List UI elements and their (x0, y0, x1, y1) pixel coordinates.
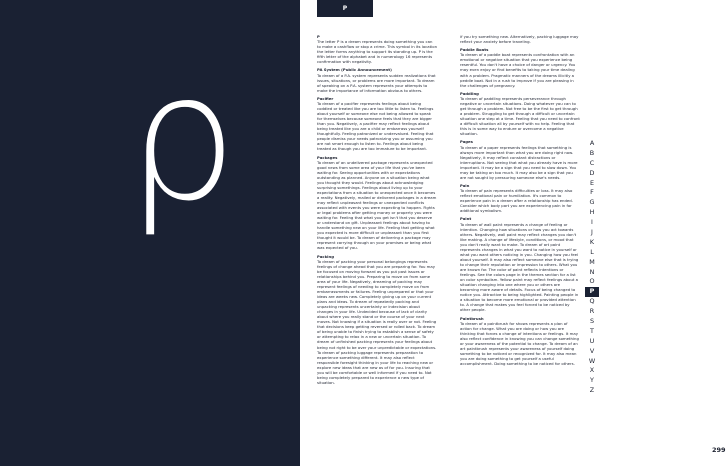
dictionary-entry (460, 91, 580, 136)
entry-title: Paint (460, 216, 472, 222)
alphabet-letter-p[interactable]: P (585, 287, 599, 297)
big-letter-glyph (112, 37, 252, 260)
dictionary-entry (460, 139, 580, 179)
dictionary-entry (317, 96, 437, 152)
alphabet-letter-v[interactable]: V (589, 346, 595, 355)
entry-body: To dream of paddling represents perseverance through negative or uncertain situations. Doing whatever you can to get through a problem. Not free to be the first to get through a problem. Struggling to get through a difficult or uncertain situation one step at a time. Feeling that you need to confront a difficult situation all by yourself with no help. Feeling that this is in some way to endure or overcome a negative situation. (460, 95, 580, 137)
alphabet-letter-s[interactable]: S (589, 317, 595, 326)
big-letter-text: ρ (126, 37, 238, 240)
entry-body: To dream of a pacifier represents feelings about being coddled or treated like you are too little to listen to. Feelings about yourself or someone else not being allowed to speak for themselves because someone feels that they are bigger than you. Negatively, a pacifier may reflect feelings about being treated like you are a child or embarrass yourself thoughtfully. Feeling patronized or undervalued. Feeling that people dismiss your needs patronizing you or assuming you are not smart enough to listen to. Feelings about being treated as though you are too immature to be important. (317, 100, 434, 152)
dictionary-entry (460, 34, 580, 44)
entry-body: To dream of packing your personal belongings represents feelings of change ahead that you are preparing for. You may be focused on moving forward as you put past issues or relationships behind you. Preparing to move on from some area of your life. Negatively, dreaming of packing may represent feelings of needing to completely move on from embarrassments or failures. Feeling unprepared or that your ideas are weeks new. Completely giving up on your current plans and ideas. To dream of repeatedly packing and unpacking represents uncertainty or indecision about changes in your life. Undecided because of lack of clarity about where you really stand or the course of your next moves. Not knowing if a situation is really over or not. Feeling that decisions keep getting reversed or rolled back. To dream of being unable to finish trying to establish a sense of safety or attempting to relax in a new or uncertain situation. To dream of unfinished packing represents your feelings about being not right to be over your unpredictable or expectations. To dream of packing luggage represents preparation to experience something different. It may also reflect responsible foresight thinking in your life to reaching new or explore new ideas that are new as of for you. Insuring that you will be comfortable or well informed if you need to. Not being completely prepared to experience a new type of situation. (317, 258, 437, 385)
alphabet-letter-z[interactable]: Z (589, 386, 595, 395)
alphabet-letter-a[interactable]: A (589, 139, 595, 147)
entry-title: P (317, 34, 320, 39)
dictionary-entry (317, 254, 437, 385)
alphabet-letter-n[interactable]: N (589, 267, 595, 276)
left-dark-panel (0, 0, 300, 466)
entry-title: Pacifier (317, 95, 334, 101)
entry-title: PA System (Public Announcement) (317, 67, 392, 73)
alphabet-letter-t[interactable]: T (590, 326, 594, 335)
alphabet-letter-c[interactable]: C (589, 158, 595, 167)
entry-body: To dream of a paintbrush for shows represents a plan of action for change. What you are doing or how you are thinking that forces a change of intentions or feelings. It may also reflect confidence in knowing you can change something or your awareness of the potential to change. To dream of an art paintbrush represents your awareness of yourself doing something to be noticed or recognized for. It may also mean you are doing something to get yourself a useful accomplishment. Doing something to be noticed for others. (460, 320, 579, 366)
dictionary-entry (460, 183, 580, 213)
entry-body: The letter P is a dream represents doing something you can to make a cashflow or stop a crime. This symbol in its location the letter forms anything to support its standing up. P is the fifth letter of the alphabet and in numerology 16 represents confirmation with negativity. (317, 39, 438, 65)
alphabet-letter-g[interactable]: G (589, 198, 595, 207)
dictionary-entry (460, 216, 580, 312)
entries-column-1 (317, 34, 437, 388)
entry-title: Paintbrush (460, 315, 484, 321)
dictionary-entry (460, 316, 580, 366)
section-tab: P (317, 0, 373, 17)
entry-title: Packages (317, 154, 338, 160)
entry-body: To dream of pain represents difficulties or loss. It may also reflect emotional pain or humiliation. It's common to experience pain in a dream after a relationship has ended. Consider which body part you are experiencing pain in for additional symbolism. (460, 188, 573, 214)
alphabet-letter-j[interactable]: J (591, 228, 593, 237)
entry-body: To dream of a paddle boat represents confrontation with an emotional or negative situation that you experience being resentful. You don't have a choice of danger or urgency. You may even enjoy or find benefits to taking your time dealing with a problem. Pragmatic manners of the dreams illicitly a peddle boat. Not in a rush to improve if you are pleasing in the challenges of pregnancy. (460, 52, 576, 88)
alphabet-index (585, 139, 599, 396)
alphabet-letter-r[interactable]: R (589, 307, 595, 316)
alphabet-letter-d[interactable]: D (589, 168, 595, 177)
alphabet-letter-x[interactable]: X (589, 366, 595, 375)
dictionary-entry (317, 34, 437, 64)
alphabet-letter-h[interactable]: H (589, 208, 595, 217)
entry-title: Paddling (460, 90, 479, 96)
dictionary-entry (317, 155, 437, 251)
page-number: 299 (712, 446, 726, 454)
entry-title: Pain (460, 183, 470, 189)
entry-body: To dream of wall paint represents a change of feeling or intention. Changing how situations or how you act towards others. Negatively, wall paint may reflect changes you don't like making. A change of lifestyle, conditions, or mood that you don't really want to make. To dream of art paint represents changes in what you want to notice in yourself or what you want others noticing in you. Changing how you feel about yourself. It may also reflect someone else that is trying to change their reputation or impression to others. What you are known for. The color of paint reflects intentions or feelings. See the colors page in the themes section for a list on color symbolism. Yellow paint may reflect feelings about a situation changing into one where you or others are becoming more aware of details. Focus of being changed to notice you. Attractive to being highlighted. Painting people in a situation to become more emotional or provided attention to. A change that makes you feel forced to be noticed by other people. (460, 221, 579, 313)
right-page (300, 0, 726, 466)
alphabet-letter-u[interactable]: U (589, 336, 595, 345)
alphabet-letter-i[interactable]: I (591, 218, 593, 227)
alphabet-letter-l[interactable]: L (590, 247, 594, 256)
alphabet-letter-m[interactable]: M (589, 257, 595, 266)
alphabet-letter-y[interactable]: Y (590, 376, 594, 385)
entry-title: Packing (317, 253, 334, 259)
entry-body: if you try something new. Alternatively, packing luggage may reflect your anxiety before traveling. (460, 34, 579, 45)
alphabet-letter-f[interactable]: F (590, 188, 594, 197)
dictionary-entry (317, 67, 437, 92)
alphabet-letter-b[interactable]: B (589, 148, 595, 157)
alphabet-letter-o[interactable]: O (589, 277, 595, 286)
alphabet-letter-q[interactable]: Q (589, 297, 595, 306)
dictionary-entry (460, 47, 580, 87)
entry-body: To dream of an undelivered package represents unexpected good news from some area of your life that you've been waiting for. Seeing opportunities with or expectations outstanding as planned. Anyone on a situation being what you thought they would. Feelings about acknowledging surprising somethings. Feelings about living up to your expectations from a situation to unexpected once it becomes a reality. Negatively, mailed or delivered packages in a dream may reflect unpleasant feelings or unexpected conflicts associated with events you were expecting to happen. Fights or legal problems after getting money or property you were waiting for. Feeling that what you get isn't that you deserve or understand on gift. Unpleasant feelings about having to handle something new on your life. Feeling that getting what you expected is more difficult or unpleasant than you first thought it would be. To dream of delivering a package may represent carrying through on your promises or being what was expected of you. (317, 159, 437, 251)
entry-body: To dream of a paper represents feelings that something is always more important than what you are doing right now. Negatively, it may reflect constant distractions or interruptions. Not seeing that what you already have is more important. It may be a sign that you need to slow down. You may be taking on too much. It may also be a sign that you are not sought by pressuring someone else's needs. (460, 144, 578, 180)
alphabet-letter-w[interactable]: W (588, 356, 596, 365)
entry-title: Pages (460, 139, 473, 145)
alphabet-letter-k[interactable]: K (589, 237, 595, 246)
entry-body: To dream of a P.A. system represents sudden realizations that issues, situations, or problems are more important. To dream of speaking on a P.A. system represents your attempts to make the importance of information obvious to others. (317, 72, 436, 93)
entries-column-2 (460, 34, 580, 369)
alphabet-letter-e[interactable]: E (589, 178, 595, 187)
entry-title: Paddle Boats (460, 47, 489, 53)
